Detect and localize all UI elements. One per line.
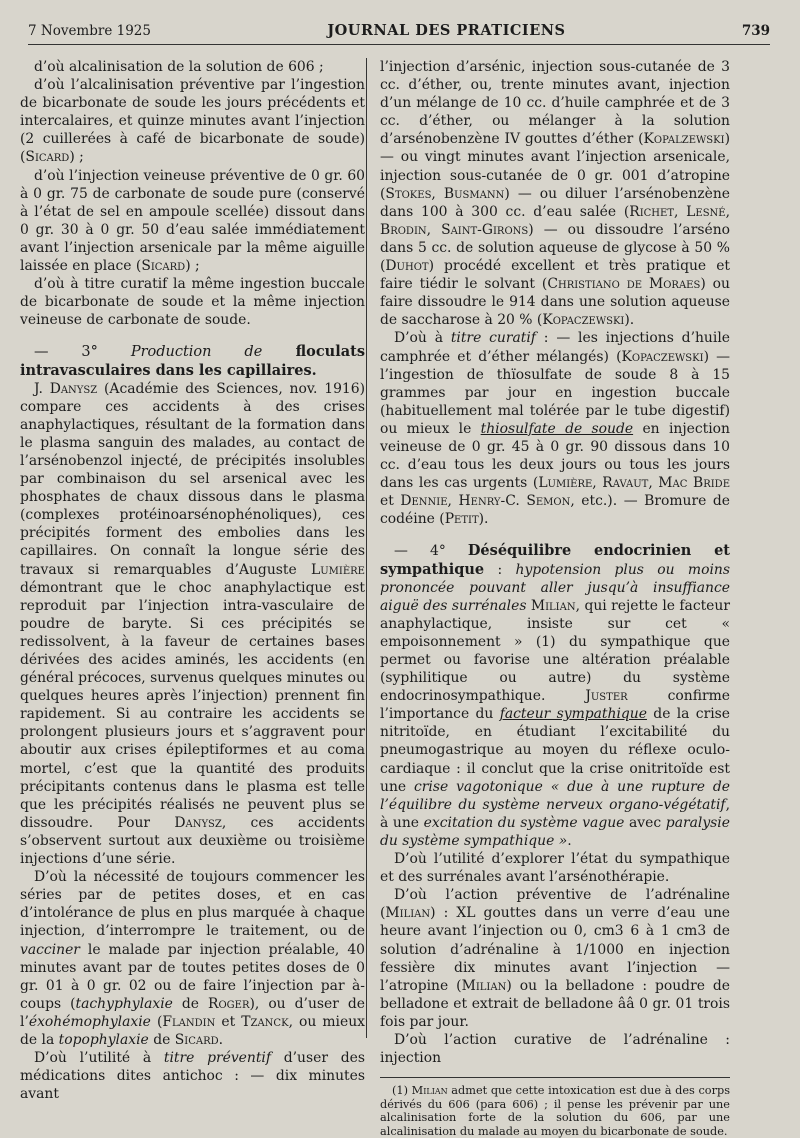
paragraph: D’où l’utilité à titre préventif d’user des médications dites antichoc : — dix minutes avant xyxy=(20,1050,365,1103)
paragraph: l’injection d’arsénic, injection sous-cutanée de 3 cc. d’éther, ou, trente minutes avant, injection d’un mélange de 10 cc. d’huile camphrée et de 3 cc. d’éther, ou mélanger à la solution d’arsénobenzène IV gouttes d’éther (Kopalzewski) — ou vingt minutes avant l’injection arsenicale, injection sous-cutanée de 0 gr. 001 d’atropine (Stokes, Busmann) — ou diluer l’arsénobenzène dans 100 à 300 cc. d’eau salée (Richet, Lesné, Brodin, Saint-Girons) — ou dissoudre l’arséno dans 5 cc. de solution aqueuse de glycose à 50 % (Duhot) procédé excellent et très pratique et faire tiédir le solvant (Christiano de Moraes) ou faire dissoudre le 914 dans une solution aqueuse de saccharose à 20 % (Kopaczewski). xyxy=(380,59,731,329)
issue-date: 7 Novembre 1925 xyxy=(28,23,151,39)
journal-title: JOURNAL DES PRATICIENS xyxy=(327,22,566,39)
paragraph: D’où à titre curatif : — les injections d’huile camphrée et d’éther mélangés) (Kopaczewski) — l’ingestion de thïosulfate de soude 8 à 15 grammes par jour en ingestion buccale (habituellement mal tolérée par le tube digestif) ou mieux le thiosulfate de soude en injection veineuse de 0 gr. 45 à 0 gr. 90 dissous dans 10 cc. d’eau tous les deux jours ou tous les jours dans les cas urgents (Lumière, Ravaut, Mac Bride et Dennie, Henry-C. Semon, etc.). — Bromure de codéine (Petit). xyxy=(380,330,731,528)
paragraph: D’où l’utilité d’explorer l’état du sympathique et des surrénales avant l’arsénothérapie. xyxy=(380,851,730,886)
running-header xyxy=(28,22,770,45)
paragraph: d’où l’alcalinisation préventive par l’ingestion de bicarbonate de soude les jours précédents et intercalaires, et quinze minutes avant l’injection (2 cuillerées à café de bicarbonate de soude) (Sicard) ; xyxy=(20,77,365,166)
section-heading-4: — 4° Déséquilibre endocrinien et sympathique : hypotension plus ou moins prononcée pouvant aller jusqu’à insuffiance aiguë des surrénales Milian, qui rejette le facteur anaphylactique, insiste sur cet « empoisonnement » (1) du sympathique que permet ou favorise une altération préalable (syphilitique ou autre) du système endocrinosympathique. Juster confirme l’importance du facteur sympathique de la crise nitritoïde, en étudiant l’excitabilité du pneumogastrique au moyen du réflexe oculo-cardiaque : il conclut que la crise onitritoïde est une crise vagotonique « due à une rupture de l’équilibre du système nerveux organo-végétatif, à une excitation du système vague avec paralysie du système sympathique ». xyxy=(380,542,731,849)
paragraph: D’où la nécessité de toujours commencer les séries par de petites doses, et en cas d’intolérance de plus en plus marquée à chaque injection, d’interrompre le traitement, ou de vacciner le malade par injection préalable, 40 minutes avant par de toutes petites doses de 0 gr. 01 à 0 gr. 02 ou de faire l’injection par à-coups (tachyphylaxie de Roger), ou d’user de l’éxohémophylaxie (Flandin et Tzanck, ou mieux de la topophylaxie de Sicard. xyxy=(20,869,366,1048)
paragraph: J. Danysz (Académie des Sciences, nov. 1916) compare ces accidents à des crises anaphylactiques, résultant de la formation dans le plasma sanguin des malades, au contact de l’arsénobenzol injecté, de précipités insolubles par combinaison du sel arsenical avec les phosphates de chaux dissous dans le plasma (complexes protéinoarsénophénoliques), ces précipités forment des embolies dans les capillaires. On connaît la longue série des travaux si remarquables d’Auguste Lumière démontrant que le choc anaphylactique est reproduit par l’injection intra-vasculaire de poudre de baryte. Si ces précipités se redissolvent, à la faveur de certaines bases dérivées des acides aminés, les accidents (en général précoces, survenus quelques minutes ou quelques heures après l’injection) prennent fin rapidement. Si au contraire les accidents se prolongent plusieurs jours et s’aggravent pour aboutir aux crises épileptiformes et au coma mortel, c’est que la quantité des produits précipitants contenus dans le plasma est telle que les précipités réalisés ne peuvent plus se dissoudre. Pour Danysz, ces accidents s’observent surtout aux deuxième ou troisième injections d’une série. xyxy=(20,380,365,868)
paragraph: d’où l’injection veineuse préventive de 0 gr. 60 à 0 gr. 75 de carbonate de soude pure (conservé à l’état de sel en ampoule scellée) dissout dans 0 gr. 30 à 0 gr. 50 d’eau salée immédiatement avant l’injection arsenicale par la même aiguille laissée en place (Sicard) ; xyxy=(20,167,365,275)
paragraph: D’où l’action préventive de l’adrénaline (Milian) : XL gouttes dans un verre d’eau une heure avant l’injection ou 0, cm3 6 à 1 cm3 de solution d’adrénaline à 1/1000 en injection fessière dix minutes avant l’injection — l’atropine (Milian) ou la belladone : poudre de belladone et extrait de belladone ââ 0 gr. 01 trois fois par jour. xyxy=(380,887,730,1030)
footnote: (1) Milian admet que cette intoxication est due à des corps dérivés du 606 (para 606) ; il pense les prévenir par une alcalinisation forte de la solution du 606, par une alcalinisation du malade au moyen du bicarbonate de soude. xyxy=(380,1077,730,1138)
right-column xyxy=(380,58,730,1138)
paragraph: d’où alcalinisation de la solution de 606 ; xyxy=(34,59,324,75)
left-column xyxy=(20,58,365,1103)
paragraph: d’où à titre curatif la même ingestion buccale de bicarbonate de soude et la même injection veineuse de carbonate de soude. xyxy=(20,276,365,329)
column-divider xyxy=(366,58,367,1038)
paragraph: D’où l’action curative de l’adrénaline : injection xyxy=(380,1031,730,1067)
section-heading-3: — 3° Production de floculats intravasculaires dans les capillaires. xyxy=(20,343,365,379)
page-number: 739 xyxy=(741,23,770,39)
